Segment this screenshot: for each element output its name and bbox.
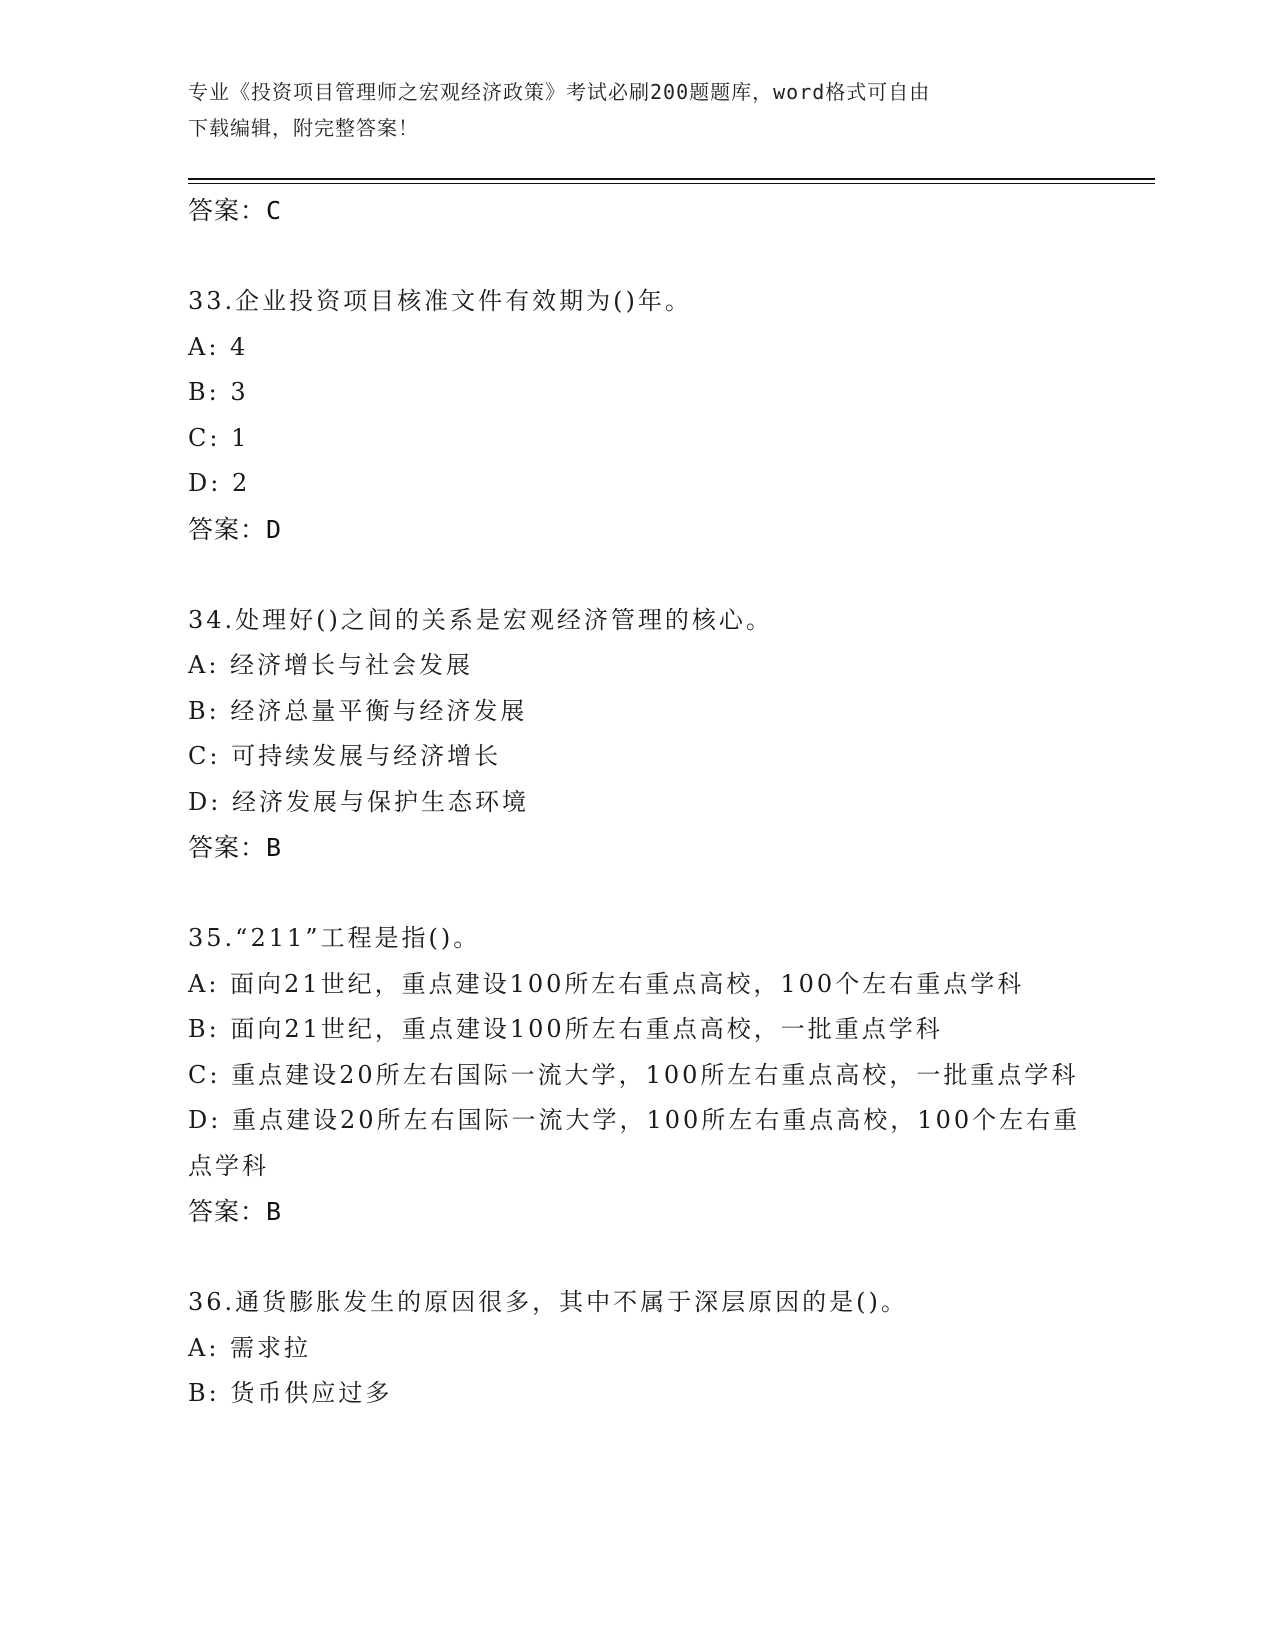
option-b: B: 经济总量平衡与经济发展: [188, 696, 528, 725]
header-divider-thick: [188, 178, 1155, 180]
option-a: A: 经济增长与社会发展: [188, 651, 474, 679]
answer-line: 答案：D: [188, 514, 283, 544]
header-line-2: 下载编辑，附完整答案！: [188, 116, 419, 140]
answer-line: 答案：B: [188, 1197, 283, 1226]
option-a: A: 需求拉: [188, 1333, 312, 1362]
option-c: C: 1: [188, 423, 250, 452]
question-stem: 34.处理好()之间的关系是宏观经济管理的核心。: [188, 605, 773, 634]
answer-line: 答案：C: [188, 196, 283, 225]
option-b: B: 3: [188, 378, 249, 406]
option-c: C: 可持续发展与经济增长: [188, 742, 502, 770]
question-33: [188, 279, 1098, 552]
question-stem: 36.通货膨胀发生的原因很多，其中不属于深层原因的是()。: [188, 1288, 908, 1316]
option-c: C: 重点建设20所左右国际一流大学，100所左右重点高校，一批重点学科: [188, 1060, 1079, 1089]
answer-line: 答案：B: [188, 833, 283, 862]
option-b: B: 货币供应过多: [188, 1379, 393, 1407]
question-stem: 35.“211”工程是指()。: [188, 924, 481, 952]
question-35: [188, 916, 1098, 1235]
option-d: D: 经济发展与保护生态环境: [188, 787, 529, 816]
question-36: [188, 1280, 1098, 1417]
question-34: [188, 598, 1098, 871]
header-divider-thin: [188, 183, 1155, 184]
option-d: D: 重点建设20所左右国际一流大学，100所左右重点高校，100个左右重点学科: [188, 1106, 1081, 1180]
option-b: B: 面向21世纪，重点建设100所左右重点高校，一批重点学科: [188, 1015, 943, 1043]
question-list: [188, 188, 1098, 1417]
question-stem: 33.企业投资项目核准文件有效期为()年。: [188, 287, 692, 315]
header-line-1: 专业《投资项目管理师之宏观经济政策》考试必刷200题题库，word格式可自由: [188, 80, 931, 104]
document-header: [188, 74, 1088, 146]
option-d: D: 2: [188, 469, 251, 497]
option-a: A: 4: [188, 332, 249, 361]
option-a: A: 面向21世纪，重点建设100所左右重点高校，100个左右重点学科: [188, 969, 1025, 998]
